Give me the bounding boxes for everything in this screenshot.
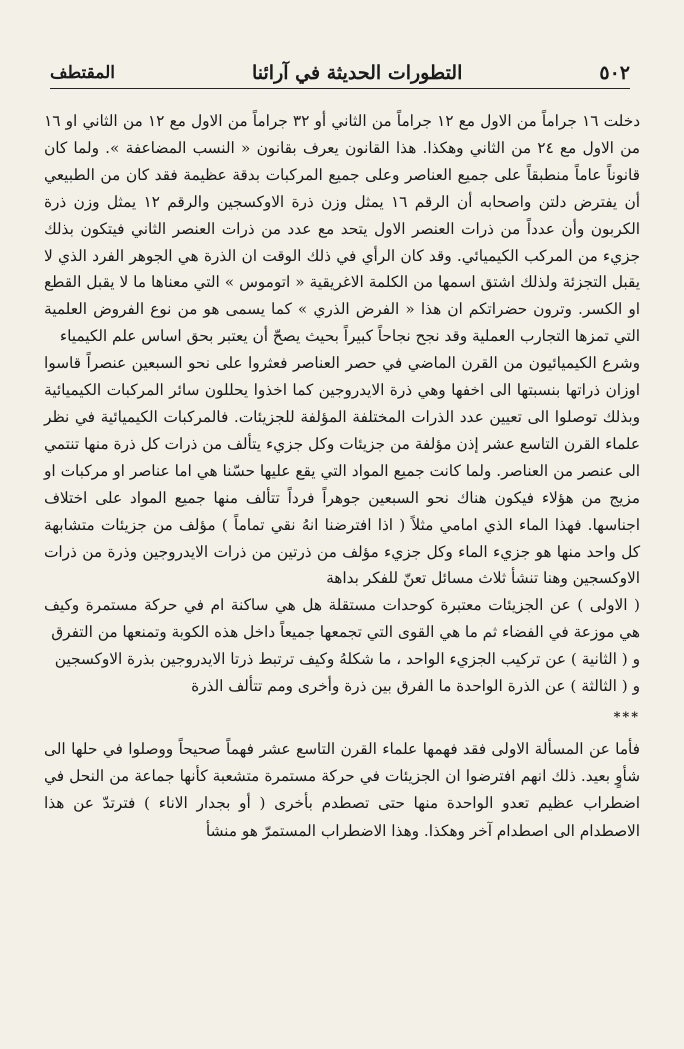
paragraph-5: و ( الثالثة ) عن الذرة الواحدة ما الفرق بين ذرة وأخرى ومم تتألف الذرة bbox=[191, 677, 640, 696]
paragraph-6: فأما عن المسألة الاولى فقد فهمها علماء القرن التاسع عشر فهماً صحيحاً ووصلوا في حلها الى شأوٍ بعيد. ذلك انهم افترضوا ان الجزيئات في حركة مستمرة متشعبة كأنها جماعة من النحل في اضطراب عظيم تعدو الواحدة منها حتى تصطدم بأخرى ( أو بجدار الاناء ) فترتدّ عن هذا الاصطدام الى اصطدام آخر وهكذا. وهذا الاضطراب المستمرّ هو منشأ bbox=[44, 739, 640, 840]
paragraph-4: و ( الثانية ) عن تركيب الجزيء الواحد ، ما شكلهُ وكيف ترتبط ذرتا الايدروجين بذرة الاوكسجين bbox=[54, 650, 640, 669]
page-number: ٥٠٢ bbox=[599, 62, 630, 84]
paragraph-3: ( الاولى ) عن الجزيئات معتبرة كوحدات مستقلة هل هي ساكنة ام في حركة مستمرة وكيف هي موزعة في الفضاء ثم ما هي القوى التي تجمعها جميعاً داخل هذه الكوبة وتمنعها من التفرق bbox=[44, 596, 640, 642]
journal-name: المقتطف bbox=[50, 63, 116, 83]
running-header bbox=[50, 58, 630, 89]
section-separator: *** bbox=[613, 709, 640, 725]
running-title: التطورات الحديثة في آرائنا bbox=[252, 62, 463, 84]
paragraph-2: وشرع الكيميائيون من القرن الماضي في حصر العناصر فعثروا على نحو السبعين عنصراً قاسوا اوزان ذراتها بنسبتها الى اخفها وهي ذرة الايدروجين كما اخذوا يحللون سائر المركبات الكيميائية وبذلك توصلوا الى تعيين عدد الذرات المختلفة المؤلفة للجزيئات. فالمركبات الكيميائية في نظر علماء القرن التاسع عشر إذن مؤلفة من جزيئات وكل جزيء يتألف من ذرات كل ذرة منها تنتمي الى عنصر من العناصر. ولما كانت جميع المواد التي يقع عليها حسّنا هي اما عناصر او مركبات او مزيج من هؤلاء فيكون هناك نحو السبعين جوهراً فرداً تتألف منها جميع المواد على اختلاف اجناسها. فهذا الماء الذي امامي مثلاً ( اذا افترضنا انهُ نقي تماماً ) مؤلف من جزيئات متشابهة كل واحد منها هو جزيء الماء وكل جزيء مؤلف من ذرتين من ذرات الايدروجين وذرة من ذرات الاوكسجين وهنا تنشأ ثلاث مسائل تعنّ للفكر بداهة bbox=[44, 354, 640, 588]
article-body bbox=[44, 108, 640, 845]
paragraph-1: دخلت ١٦ جراماً من الاول مع ١٢ جراماً من الثاني أو ٣٢ جراماً من الاول مع ١٢ من الثاني او ١٦ من الاول مع ٢٤ من الثاني وهكذا. هذا القانون يعرف بقانون « النسب المضاعفة ». ولما كان قانوناً عاماً منطبقاً على جميع العناصر وعلى جميع المركبات بدقة عظيمة فقد كان من الطبيعي أن يفترض دلتن واصحابه أن الرقم ١٦ يمثل وزن ذرة الاوكسجين والرقم ١٢ يمثل وزن ذرة الكربون وأن عدداً من ذرات العنصر الاول يتحد مع عدد من ذرات العنصر الثاني فيتكون بذلك جزيء من المركب الكيميائي. وقد كان الرأي في ذلك الوقت ان الذرة هي الجوهر الفرد الذي لا يقبل التجزئة ولذلك اشتق اسمها من الكلمة الاغريقية « اتوموس » التي معناها ما لا يقبل القطع او الكسر. وترون حضراتكم ان هذا « الفرض الذري » كما يسمى هو من نوع الفروض العلمية التي تمزها التجارب العملية وقد نجح نجاحاً كبيراً بحيث يصحّ أن يعتبر بحق اساس علم الكيمياء bbox=[44, 112, 641, 346]
